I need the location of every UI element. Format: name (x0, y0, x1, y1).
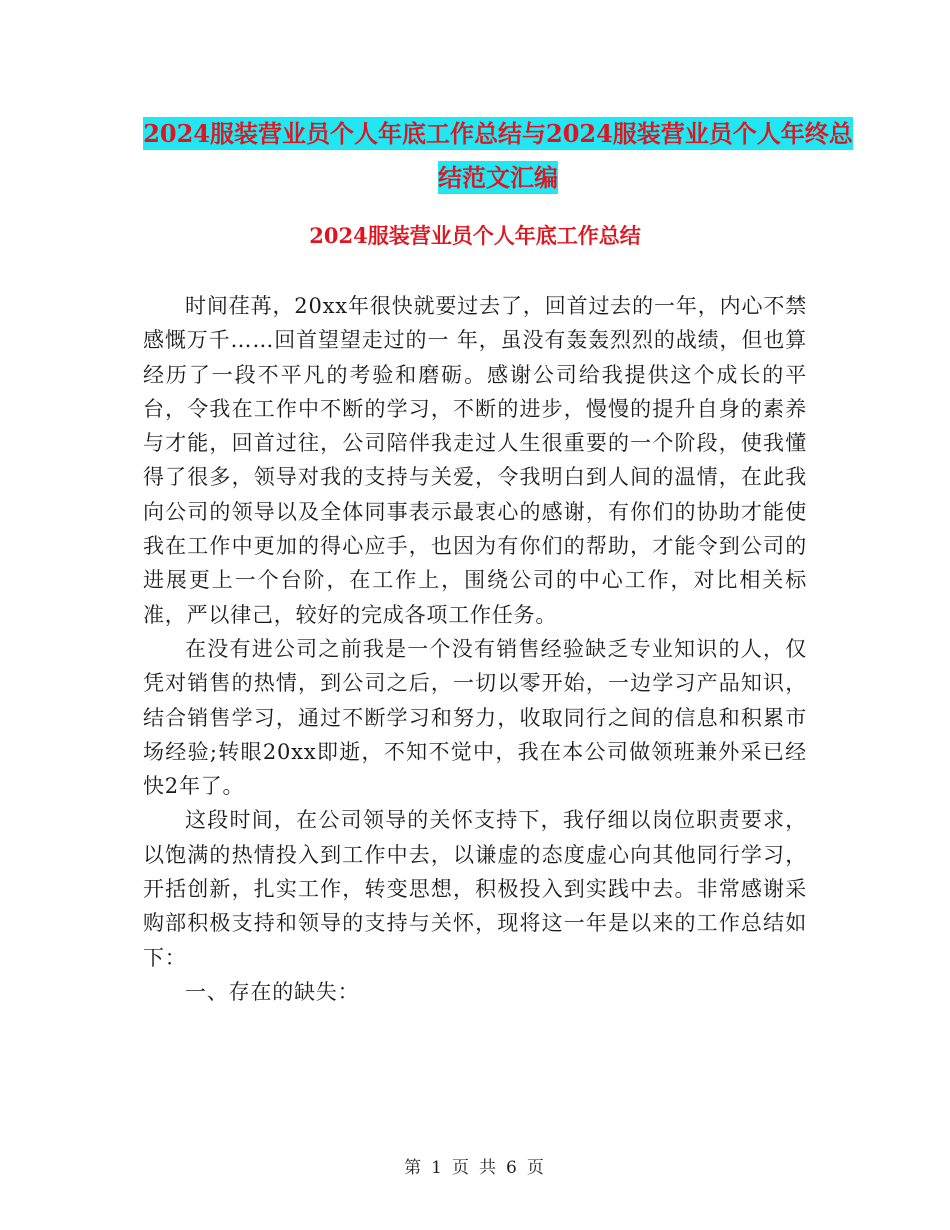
highlighted-title-text: 2024服装营业员个人年底工作总结与2024服装营业员个人年终总结范文汇编 (143, 119, 853, 192)
page-footer (0, 1153, 950, 1178)
page-label-prefix: 第 (404, 1158, 424, 1178)
page-label-mid: 页 (452, 1158, 471, 1178)
current-page-number: 1 (431, 1158, 444, 1178)
document-main-title (140, 112, 856, 200)
body-paragraph: 在没有进公司之前我是一个没有销售经验缺乏专业知识的人，仅凭对销售的热情，到公司之后，一切以零开始，一边学习产品知识，结合销售学习，通过不断学习和努力，收取同行之间的信息和积累市场经验;转眼20xx即逝，不知不觉中，我在本公司做领班兼外采已经快2年了。 (143, 636, 807, 799)
total-label: 共 (479, 1158, 498, 1178)
list-heading: 一、存在的缺失： (185, 979, 360, 1004)
document-body (143, 289, 807, 1009)
body-paragraph: 时间荏苒，20xx年很快就要过去了，回首过去的一年，内心不禁感慨万千……回首望望走过的一 年，虽没有轰轰烈烈的战绩，但也算经历了一段不平凡的考验和磨砺。感谢公司给我提供这个成长的平台，令我在工作中不断的学习，不断的进步，慢慢的提升自身的素养与才能，回首过往，公司陪伴我走过人生很重要的一个阶段，使我懂得了很多，领导对我的支持与关爱，令我明白到人间的温情，在此我向公司的领导以及全体同事表示最衷心的感谢，有你们的协助才能使我在工作中更加的得心应手，也因为有你们的帮助，才能令到公司的进展更上一个台阶，在工作上，围绕公司的中心工作，对比相关标准，严以律己，较好的完成各项工作任务。 (143, 294, 807, 627)
page-label-suffix: 页 (526, 1158, 546, 1178)
section-title: 2024服装营业员个人年底工作总结 (309, 223, 641, 248)
body-paragraph: 这段时间，在公司领导的关怀支持下，我仔细以岗位职责要求，以饱满的热情投入到工作中去，以谦虚的态度虚心向其他同行学习，开括创新，扎实工作，转变思想，积极投入到实践中去。非常感谢采购部积极支持和领导的支持与关怀，现将这一年是以来的工作总结如下： (143, 808, 807, 970)
total-pages-number: 6 (506, 1158, 519, 1178)
